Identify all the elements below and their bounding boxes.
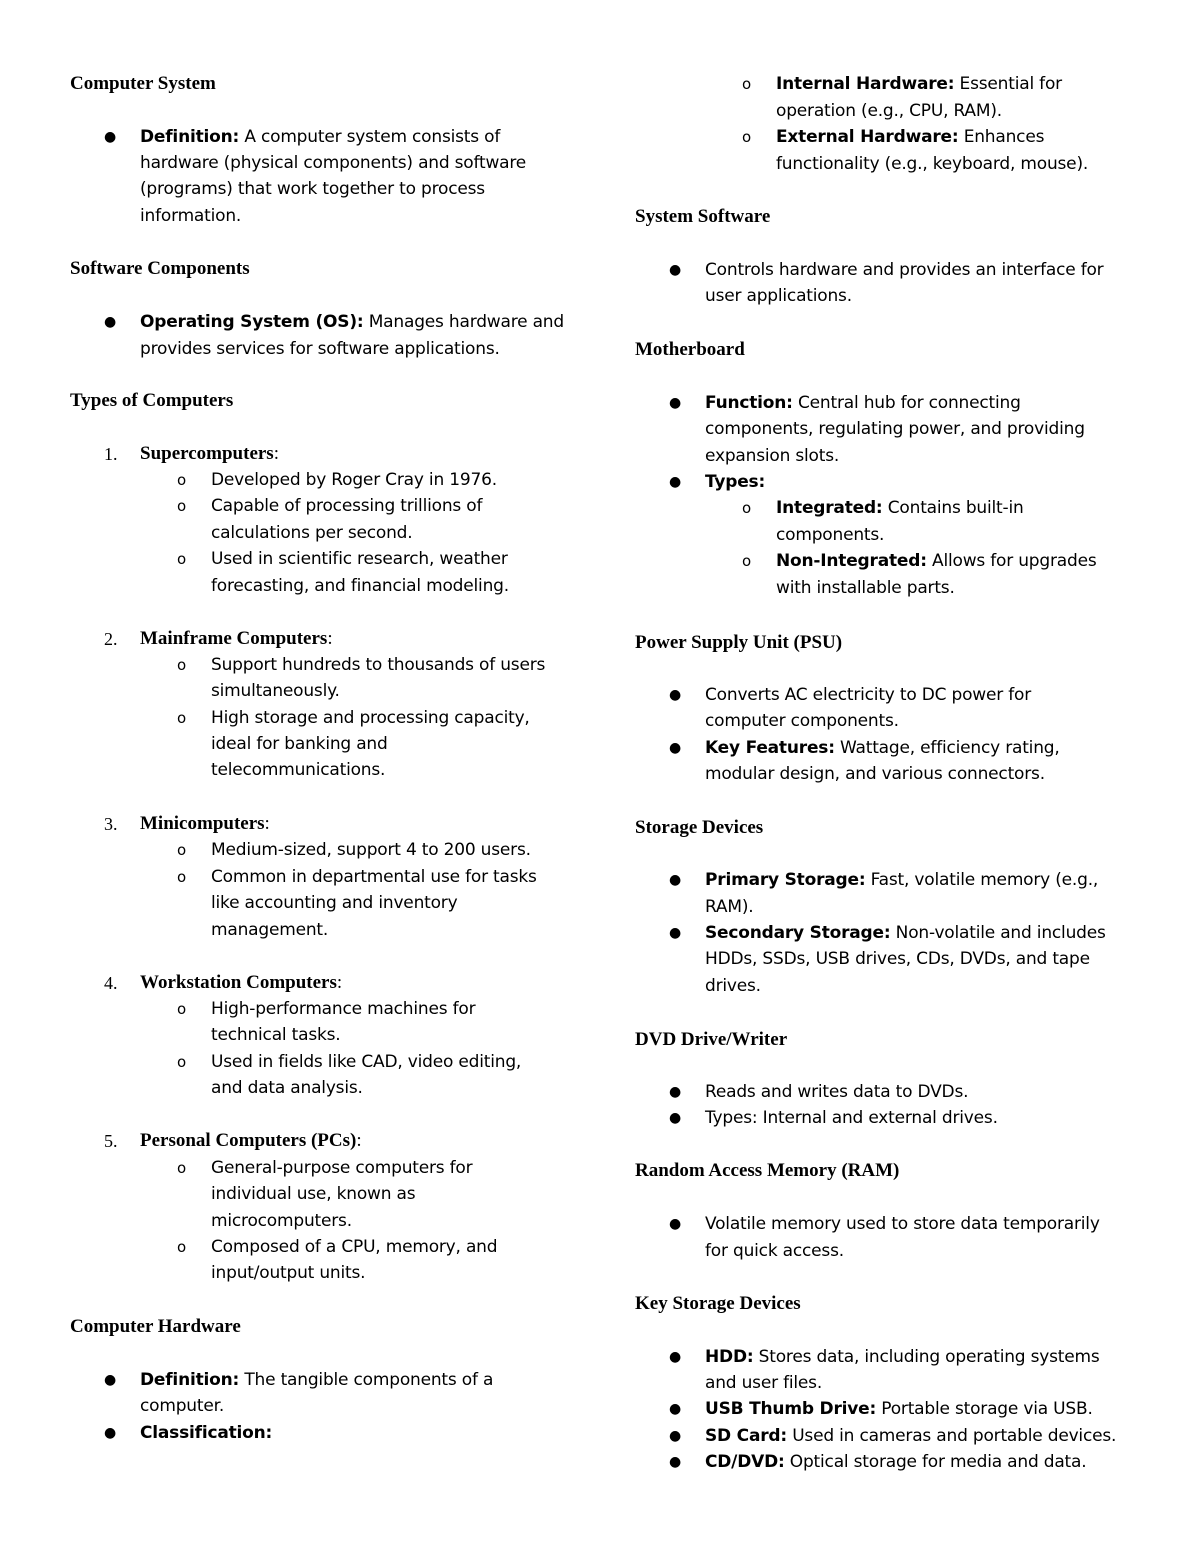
bullet-icon: ● xyxy=(669,262,682,278)
list-number: 3. xyxy=(104,814,118,834)
classification-line xyxy=(140,1420,272,1446)
dvd-text-1: Reads and writes data to DVDs. xyxy=(705,1082,969,1102)
key-features-line: Key Features: Wattage, efficiency rating, xyxy=(705,738,1060,758)
system-software-text-line-2: user applications. xyxy=(705,286,852,306)
sub-bullet-icon: o xyxy=(177,841,187,859)
definition-text: A computer system consists of xyxy=(239,127,501,147)
list-item: Developed by Roger Cray in 1976. xyxy=(211,470,497,490)
internal-hardware-label: Internal Hardware: xyxy=(776,74,955,94)
sub-bullet-icon: o xyxy=(177,497,187,515)
list-item: Composed of a CPU, memory, and xyxy=(211,1237,498,1257)
type-title-supercomputers: Supercomputers: xyxy=(140,443,279,464)
bullet-icon: ● xyxy=(669,474,682,490)
function-label: Function: xyxy=(705,393,793,413)
external-hardware-label: External Hardware: xyxy=(776,127,959,147)
primary-storage-label: Primary Storage: xyxy=(705,870,866,890)
list-item: microcomputers. xyxy=(211,1211,352,1231)
sd-line: SD Card: Used in cameras and portable devices. xyxy=(705,1426,1117,1446)
sub-bullet-icon: o xyxy=(177,1159,187,1177)
hdd-line: HDD: Stores data, including operating systems xyxy=(705,1347,1100,1367)
heading-key-storage-devices: Key Storage Devices xyxy=(635,1293,801,1314)
list-item: Medium-sized, support 4 to 200 users. xyxy=(211,840,531,860)
heading-storage-devices: Storage Devices xyxy=(635,817,764,838)
type-title-workstation: Workstation Computers: xyxy=(140,972,343,993)
bullet-icon: ● xyxy=(669,1454,682,1470)
hardware-definition-line xyxy=(140,1367,493,1393)
key-features-label: Key Features: xyxy=(705,738,835,758)
heading-dvd-drive: DVD Drive/Writer xyxy=(635,1029,788,1050)
list-item: ideal for banking and xyxy=(211,734,388,754)
integrated-line-2: components. xyxy=(776,525,885,545)
os-text: Manages hardware and xyxy=(363,312,564,332)
list-number: 4. xyxy=(104,973,118,993)
definition-text-line-3: (programs) that work together to process xyxy=(140,179,485,199)
list-item: High storage and processing capacity, xyxy=(211,708,530,728)
heading-software-components: Software Components xyxy=(70,258,250,279)
list-item: management. xyxy=(211,920,329,940)
function-line: Function: Central hub for connecting xyxy=(705,393,1021,413)
type-title-personal-computers: Personal Computers (PCs): xyxy=(140,1130,362,1151)
bullet-icon: ● xyxy=(104,1425,117,1441)
cd-label: CD/DVD: xyxy=(705,1452,785,1472)
list-item: and data analysis. xyxy=(211,1078,363,1098)
list-item: individual use, known as xyxy=(211,1184,416,1204)
bullet-icon: ● xyxy=(669,872,682,888)
bullet-icon: ● xyxy=(104,129,117,145)
list-number: 5. xyxy=(104,1131,118,1151)
type-title-minicomputers: Minicomputers: xyxy=(140,813,270,834)
os-text-line-2: provides services for software applications. xyxy=(140,339,500,359)
heading-psu: Power Supply Unit (PSU) xyxy=(635,632,843,653)
ram-text-line-2: for quick access. xyxy=(705,1241,844,1261)
non-integrated-line-2: with installable parts. xyxy=(776,578,955,598)
definition-text-line-2: hardware (physical components) and software xyxy=(140,153,527,173)
list-item: Capable of processing trillions of xyxy=(211,496,483,516)
sub-bullet-icon: o xyxy=(177,656,187,674)
sub-bullet-icon: o xyxy=(742,128,752,146)
list-item: simultaneously. xyxy=(211,681,340,701)
usb-line: USB Thumb Drive: Portable storage via USB. xyxy=(705,1399,1093,1419)
heading-types-of-computers: Types of Computers xyxy=(70,390,234,411)
list-item: General-purpose computers for xyxy=(211,1158,473,1178)
bullet-icon: ● xyxy=(669,1084,682,1100)
type-title-mainframe: Mainframe Computers: xyxy=(140,628,333,649)
sub-bullet-icon: o xyxy=(177,868,187,886)
list-item: forecasting, and financial modeling. xyxy=(211,576,509,596)
types-label: Types: xyxy=(705,472,766,492)
os-line xyxy=(140,309,564,335)
bullet-icon: ● xyxy=(669,395,682,411)
heading-motherboard: Motherboard xyxy=(635,339,745,360)
system-software-text: Controls hardware and provides an interface for xyxy=(705,260,1104,280)
sub-bullet-icon: o xyxy=(177,1053,187,1071)
definition-text-line-4: information. xyxy=(140,206,242,226)
heading-ram: Random Access Memory (RAM) xyxy=(635,1160,900,1181)
list-item: calculations per second. xyxy=(211,523,413,543)
dvd-text-2: Types: Internal and external drives. xyxy=(705,1108,998,1128)
list-item: Used in scientific research, weather xyxy=(211,549,508,569)
external-hardware-line: External Hardware: Enhances xyxy=(776,127,1045,147)
bullet-icon: ● xyxy=(669,1349,682,1365)
bullet-icon: ● xyxy=(669,925,682,941)
secondary-storage-line: Secondary Storage: Non-volatile and includes xyxy=(705,923,1106,943)
list-number: 1. xyxy=(104,444,118,464)
bullet-icon: ● xyxy=(669,1110,682,1126)
bullet-icon: ● xyxy=(669,740,682,756)
hdd-line-2: and user files. xyxy=(705,1373,823,1393)
heading-system-software: System Software xyxy=(635,206,771,227)
sub-bullet-icon: o xyxy=(177,709,187,727)
list-item: input/output units. xyxy=(211,1263,366,1283)
classification-label: Classification: xyxy=(140,1423,273,1443)
function-line-2: components, regulating power, and providing xyxy=(705,419,1085,439)
usb-label: USB Thumb Drive: xyxy=(705,1399,877,1419)
sub-bullet-icon: o xyxy=(177,1000,187,1018)
bullet-icon: ● xyxy=(669,1428,682,1444)
bullet-icon: ● xyxy=(669,1216,682,1232)
key-features-line-2: modular design, and various connectors. xyxy=(705,764,1045,784)
primary-storage-line-2: RAM). xyxy=(705,897,754,917)
heading-computer-hardware: Computer Hardware xyxy=(70,1316,241,1337)
psu-text: Converts AC electricity to DC power for xyxy=(705,685,1032,705)
types-line xyxy=(705,469,765,495)
definition-label: Definition: xyxy=(140,127,240,147)
hardware-definition-text-line-2: computer. xyxy=(140,1396,225,1416)
list-item: like accounting and inventory xyxy=(211,893,458,913)
hardware-definition-label: Definition: xyxy=(140,1370,240,1390)
bullet-icon: ● xyxy=(104,1372,117,1388)
non-integrated-label: Non-Integrated: xyxy=(776,551,927,571)
sub-bullet-icon: o xyxy=(742,552,752,570)
primary-storage-line: Primary Storage: Fast, volatile memory (e.g., xyxy=(705,870,1099,890)
list-item: Support hundreds to thousands of users xyxy=(211,655,546,675)
list-item: High-performance machines for xyxy=(211,999,476,1019)
sub-bullet-icon: o xyxy=(742,75,752,93)
bullet-icon: ● xyxy=(669,687,682,703)
definition-line xyxy=(140,124,500,150)
secondary-storage-line-2: HDDs, SSDs, USB drives, CDs, DVDs, and tape xyxy=(705,949,1090,969)
sub-bullet-icon: o xyxy=(177,550,187,568)
bullet-icon: ● xyxy=(669,1401,682,1417)
function-line-3: expansion slots. xyxy=(705,446,840,466)
ram-text: Volatile memory used to store data temporarily xyxy=(705,1214,1100,1234)
hdd-label: HDD: xyxy=(705,1347,754,1367)
list-item: technical tasks. xyxy=(211,1025,341,1045)
sub-bullet-icon: o xyxy=(177,471,187,489)
secondary-storage-label: Secondary Storage: xyxy=(705,923,891,943)
sd-label: SD Card: xyxy=(705,1426,787,1446)
os-label: Operating System (OS): xyxy=(140,312,364,332)
sub-bullet-icon: o xyxy=(177,1238,187,1256)
heading-computer-system: Computer System xyxy=(70,73,216,94)
list-number: 2. xyxy=(104,629,118,649)
integrated-line: Integrated: Contains built-in xyxy=(776,498,1024,518)
list-item: telecommunications. xyxy=(211,760,386,780)
integrated-label: Integrated: xyxy=(776,498,883,518)
bullet-icon: ● xyxy=(104,314,117,330)
psu-text-line-2: computer components. xyxy=(705,711,899,731)
list-item: Common in departmental use for tasks xyxy=(211,867,537,887)
external-hardware-line-2: functionality (e.g., keyboard, mouse). xyxy=(776,154,1089,174)
secondary-storage-line-3: drives. xyxy=(705,976,761,996)
sub-bullet-icon: o xyxy=(742,499,752,517)
cd-line: CD/DVD: Optical storage for media and data. xyxy=(705,1452,1087,1472)
internal-hardware-line-2: operation (e.g., CPU, RAM). xyxy=(776,101,1002,121)
internal-hardware-line: Internal Hardware: Essential for xyxy=(776,74,1062,94)
non-integrated-line: Non-Integrated: Allows for upgrades xyxy=(776,551,1097,571)
list-item: Used in fields like CAD, video editing, xyxy=(211,1052,522,1072)
hardware-definition-text: The tangible components of a xyxy=(239,1370,494,1390)
